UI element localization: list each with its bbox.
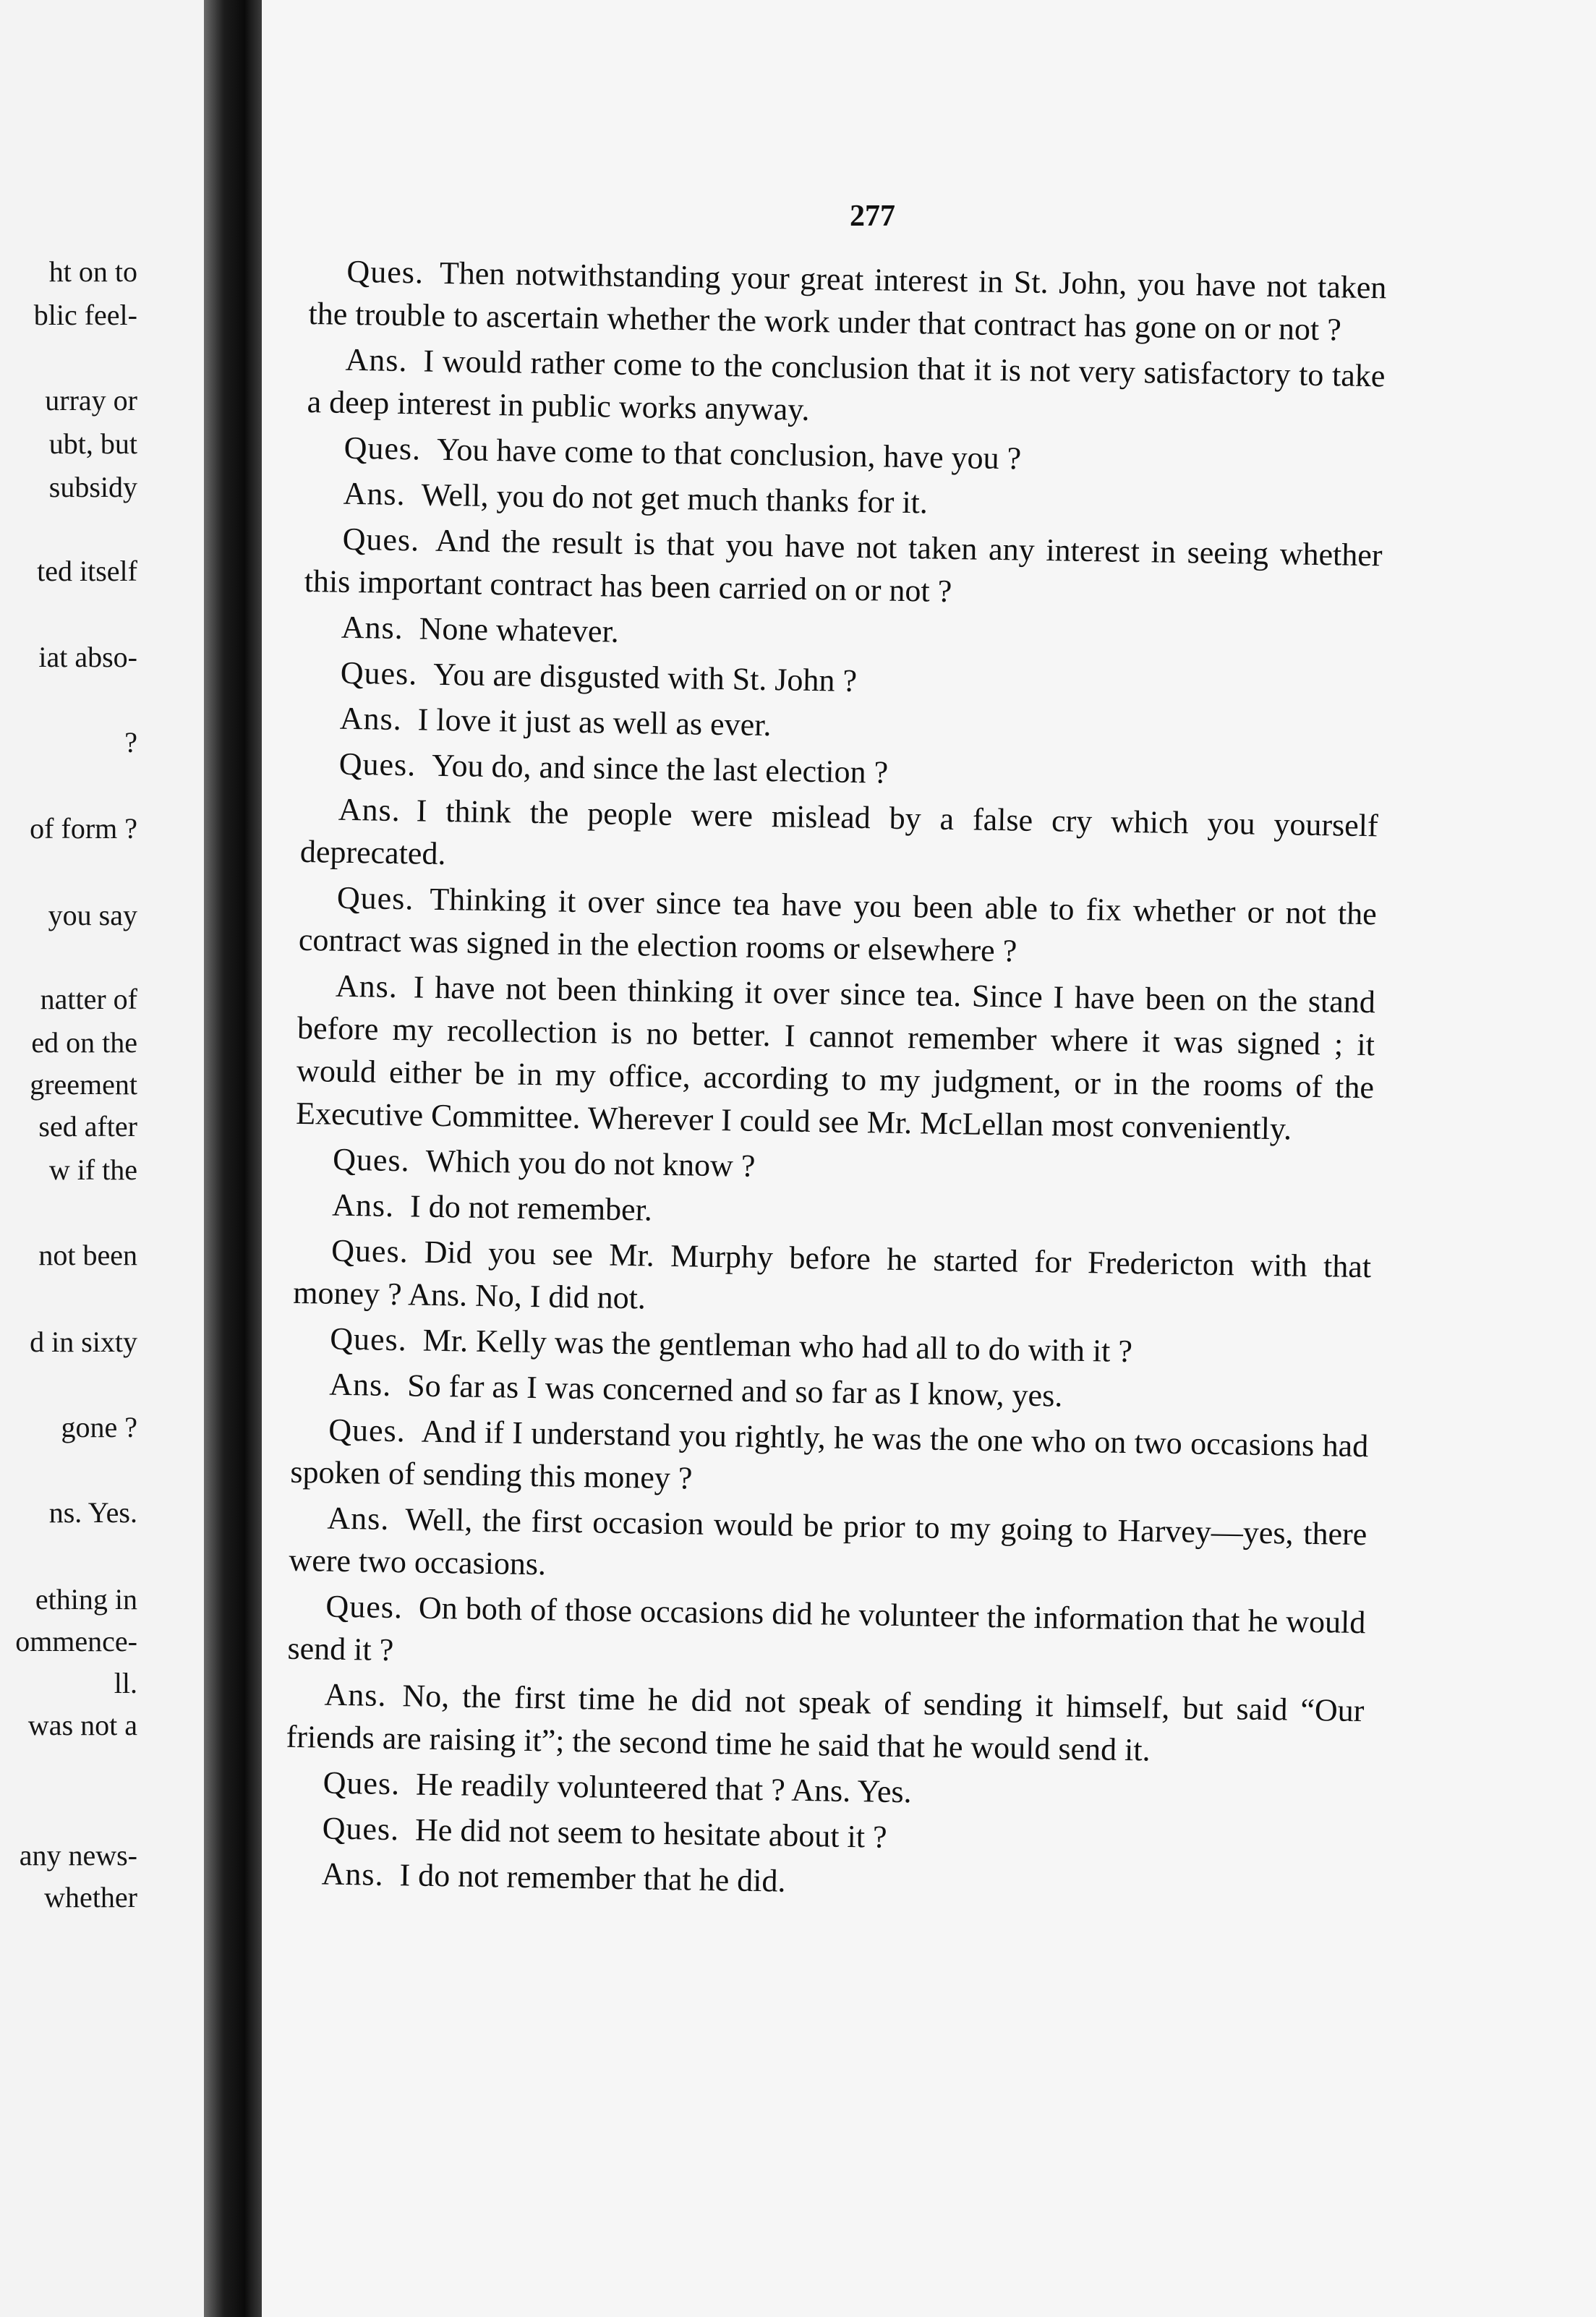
exchange-text: And if I understand you rightly, he was the one who on two occasions had spoken of sending this money ? — [290, 1413, 1369, 1496]
speaker-label: Ques. — [342, 521, 420, 558]
exchange-text: Thinking it over since tea have you been able to fix whether or not the contract was signed in the election rooms or elsewhere ? — [298, 881, 1378, 969]
speaker-label: Ans. — [338, 791, 401, 829]
speaker-label: Ques. — [330, 1232, 409, 1270]
exchange-paragraph — [307, 338, 1386, 440]
exchange-text: And the result is that you have not taken any interest in seeing whether this important contract has been carried on or not ? — [304, 522, 1383, 610]
speaker-label: Ans. — [328, 1366, 392, 1403]
left-page-fragment: ? — [124, 726, 137, 759]
exchange-paragraph — [286, 1673, 1365, 1775]
left-page-fragment: ething in — [35, 1583, 137, 1616]
left-page-fragment: of form ? — [30, 812, 137, 845]
speaker-label: Ques. — [322, 1810, 400, 1848]
exchange-text: I would rather come to the conclusion that it is not very satisfactory to take a deep interest in public works anyway. — [307, 343, 1386, 427]
speaker-label: Ans. — [321, 1856, 385, 1893]
speaker-label: Ans. — [339, 700, 403, 738]
left-page-fragment: d in sixty — [30, 1326, 137, 1358]
speaker-label: Ques. — [328, 1412, 406, 1449]
left-page-fragment: blic feel- — [33, 299, 137, 331]
left-page-fragment: ed on the — [31, 1026, 137, 1059]
exchange-text: Well, the first occasion would be prior to my going to Harvey—yes, there were two occasions. — [289, 1501, 1367, 1582]
exchange-text: You have come to that conclusion, have you ? — [436, 431, 1022, 477]
exchange-paragraph — [308, 249, 1387, 351]
exchange-text: I think the people were mislead by a false cry which you yourself deprecated. — [299, 793, 1379, 872]
exchange-text: None whatever. — [419, 610, 620, 649]
page-number: 277 — [850, 200, 895, 233]
exchange-text: On both of those occasions did he volunteer the information that he would send it ? — [287, 1590, 1366, 1668]
exchange-paragraph — [299, 788, 1378, 889]
speaker-label: Ans. — [345, 341, 408, 379]
left-page-fragment: any news- — [19, 1839, 137, 1872]
left-page-fragment: whether — [44, 1881, 137, 1913]
left-page-fragment: ht on to — [48, 255, 137, 288]
exchange-text: Mr. Kelly was the gentleman who had all to do with it ? — [422, 1322, 1133, 1370]
exchange-text: I do not remember that he did. — [399, 1857, 786, 1899]
speaker-label: Ans. — [327, 1500, 390, 1537]
speaker-label: Ans. — [324, 1676, 387, 1713]
speaker-label: Ques. — [325, 1588, 404, 1626]
left-page-fragment: sed after — [38, 1110, 137, 1143]
exchange-paragraph — [290, 1408, 1369, 1510]
speaker-label: Ques. — [346, 253, 424, 291]
exchange-text: I love it just as well as ever. — [417, 701, 772, 743]
speaker-label: Ques. — [323, 1765, 401, 1802]
left-page-fragment: ns. Yes. — [48, 1496, 137, 1529]
speaker-label: Ans. — [335, 968, 398, 1005]
left-page-fragment: ommence- — [15, 1625, 137, 1657]
speaker-label: Ans. — [343, 475, 406, 513]
exchange-paragraph — [296, 964, 1376, 1151]
left-page-fragment: ubt, but — [48, 427, 137, 460]
exchange-text: He did not seem to hesitate about it ? — [414, 1812, 887, 1855]
exchange-text: Well, you do not get much thanks for it. — [421, 477, 929, 521]
left-page-fragment: greement — [30, 1068, 137, 1101]
left-page-edge — [0, 0, 204, 2317]
exchange-paragraph — [304, 517, 1383, 619]
left-page-fragment: w if the — [48, 1153, 137, 1186]
left-page-fragment: not been — [38, 1239, 137, 1271]
left-page-fragment: ll. — [114, 1667, 137, 1699]
speaker-label: Ques. — [338, 746, 417, 783]
left-page-fragment: gone ? — [61, 1411, 137, 1443]
exchange-text: Then notwithstanding your great interest in St. John, you have not taken the trouble to ascertain whether the work under that contract has gone on or not ? — [308, 255, 1387, 348]
left-page-fragment: ted itself — [37, 555, 137, 587]
left-page-fragment: was not a — [27, 1709, 137, 1741]
speaker-label: Ques. — [329, 1320, 408, 1358]
speaker-label: Ques. — [340, 654, 418, 692]
book-gutter — [204, 0, 262, 2317]
speaker-label: Ques. — [336, 879, 414, 917]
left-page-fragment: you say — [48, 899, 137, 931]
left-page-fragment: urray or — [45, 384, 137, 417]
left-page-fragment: subsidy — [48, 471, 137, 503]
exchange-paragraph — [287, 1584, 1366, 1686]
exchange-text: Which you do not know ? — [425, 1143, 756, 1184]
exchange-text: You do, and since the last election ? — [431, 747, 889, 790]
speaker-label: Ans. — [331, 1187, 395, 1224]
exchange-text: I have not been thinking it over since tea. Since I have been on the stand before my recollection is no better. I cannot remember where it was signed ; it would either be in my office, according to my judgment, or in the rooms of the Executive Committee. Wherever I could see Mr. McLellan most conveniently. — [295, 969, 1376, 1147]
exchange-text: He readily volunteered that ? Ans. Yes. — [415, 1766, 912, 1810]
exchange-text: Did you see Mr. Murphy before he started for Fredericton with that money ? Ans. No, I did not. — [292, 1234, 1372, 1316]
exchange-text: You are disgusted with St. John ? — [432, 656, 858, 699]
speaker-label: Ques. — [332, 1141, 411, 1179]
exchange-paragraph — [289, 1496, 1367, 1598]
speaker-label: Ques. — [343, 430, 422, 467]
speaker-label: Ans. — [341, 609, 404, 647]
testimony-text — [283, 249, 1387, 1914]
exchange-paragraph — [293, 1229, 1372, 1331]
exchange-text: So far as I was concerned and so far as I know, yes. — [406, 1367, 1063, 1414]
exchange-paragraph — [299, 876, 1378, 978]
exchange-text: No, the first time he did not speak of sending it himself, but said “Our friends are raising it”; the second time he said that he would send it. — [286, 1678, 1365, 1768]
left-page-fragment: iat abso- — [38, 641, 137, 673]
exchange-text: I do not remember. — [409, 1188, 653, 1228]
left-page-fragment: natter of — [40, 983, 137, 1015]
